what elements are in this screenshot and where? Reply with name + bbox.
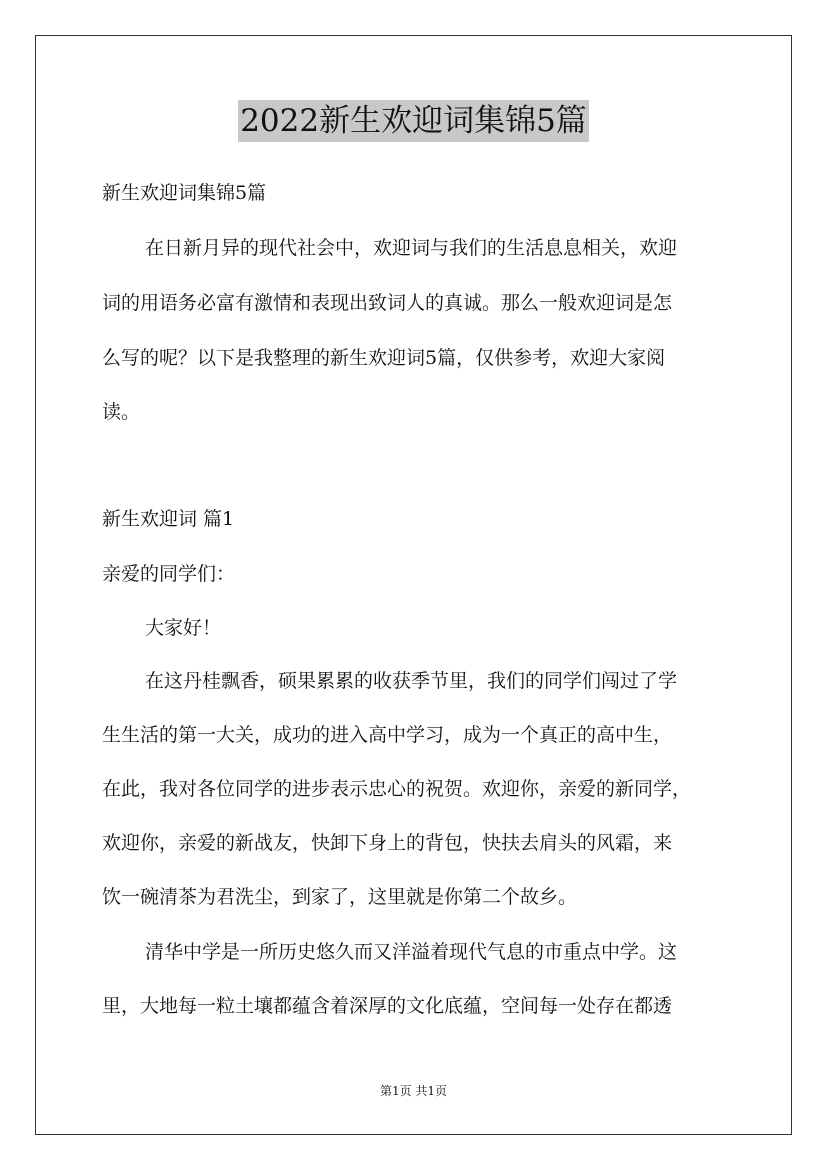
greeting: 大家好！ <box>145 617 222 639</box>
body-line: 生生活的第一大关，成功的进入高中学习，成为一个真正的高中生， <box>102 724 673 746</box>
intro-line: 在日新月异的现代社会中，欢迎词与我们的生活息息相关，欢迎 <box>145 237 678 259</box>
body-line: 里，大地每一粒土壤都蕴含着深厚的文化底蕴，空间每一处存在都透 <box>102 995 673 1017</box>
intro-line: 词的用语务必富有激情和表现出致词人的真诚。那么一般欢迎词是怎 <box>102 292 673 314</box>
body-line: 饮一碗清茶为君洗尘，到家了，这里就是你第二个故乡。 <box>102 886 578 908</box>
body-line: 在此，我对各位同学的进步表示忠心的祝贺。欢迎你，亲爱的新同学， <box>102 778 692 800</box>
document-title-wrap <box>0 100 827 142</box>
body-line: 清华中学是一所历史悠久而又洋溢着现代气息的市重点中学。这 <box>145 941 678 963</box>
salutation: 亲爱的同学们： <box>102 563 236 585</box>
page-footer: 第1页 共1页 <box>379 1084 448 1098</box>
section-heading: 新生欢迎词 篇1 <box>102 508 235 530</box>
document-title: 2022新生欢迎词集锦5篇 <box>238 100 589 142</box>
body-line: 欢迎你，亲爱的新战友，快卸下身上的背包，快扶去肩头的风霜，来 <box>102 832 673 854</box>
intro-line: 读。 <box>102 401 141 423</box>
body-line: 在这丹桂飘香，硕果累累的收获季节里，我们的同学们闯过了学 <box>145 670 678 692</box>
intro-line: 么写的呢？以下是我整理的新生欢迎词5篇，仅供参考，欢迎大家阅 <box>102 347 666 369</box>
subtitle: 新生欢迎词集锦5篇 <box>102 182 267 204</box>
